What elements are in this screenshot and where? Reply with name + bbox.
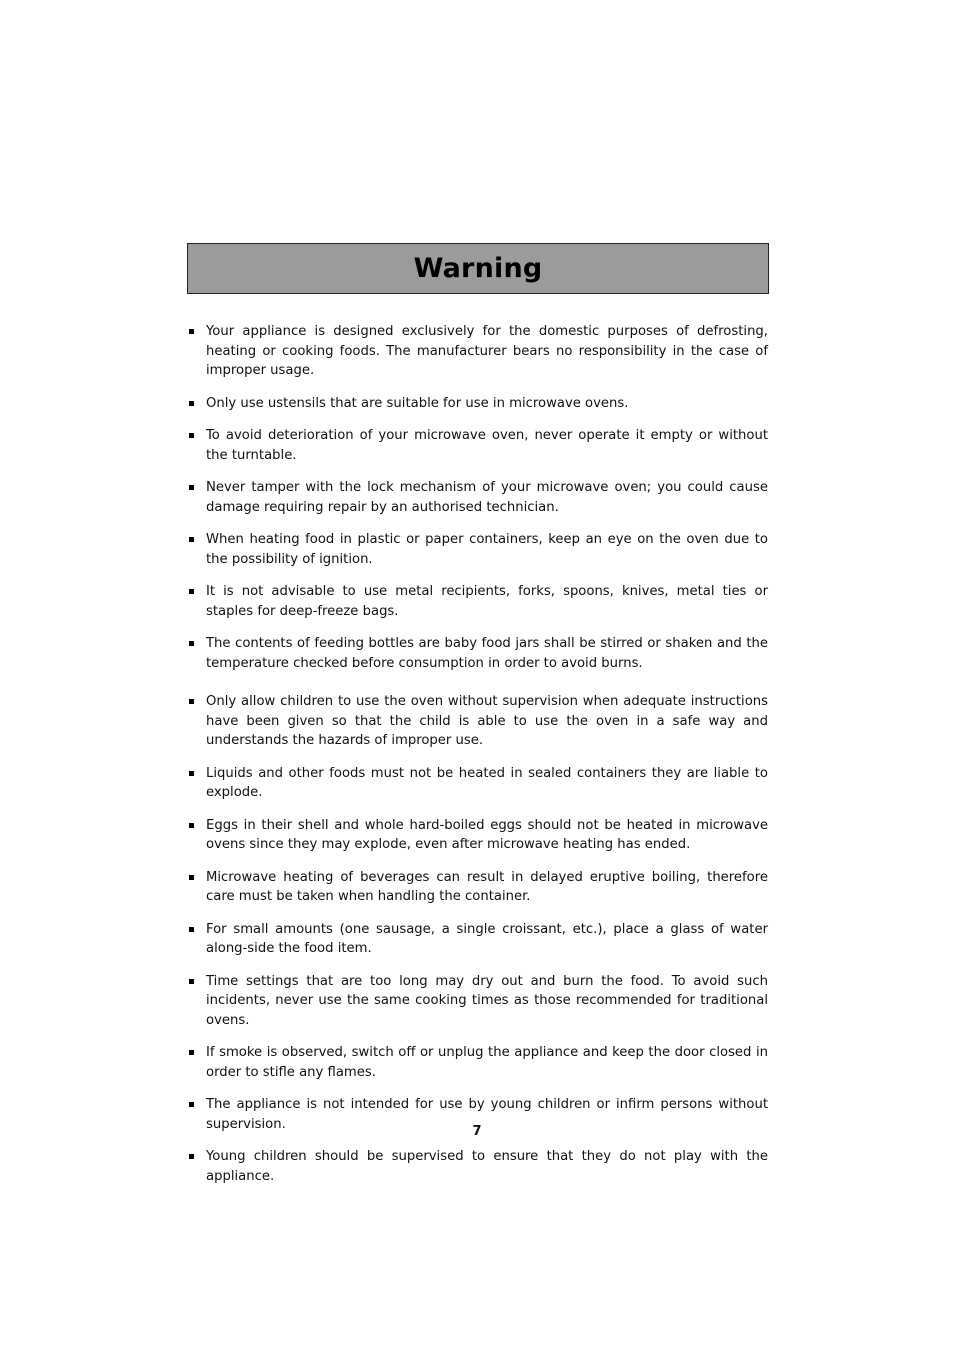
list-item-text: If smoke is observed, switch off or unplug the appliance and keep the door closed in order to stifle any flames. bbox=[206, 1045, 768, 1080]
square-bullet-icon bbox=[189, 1050, 194, 1055]
square-bullet-icon bbox=[189, 771, 194, 776]
square-bullet-icon bbox=[189, 1154, 194, 1159]
page-title: Warning bbox=[413, 253, 543, 284]
square-bullet-icon bbox=[189, 641, 194, 646]
list-item-text: Time settings that are too long may dry out and burn the food. To avoid such incidents, never use the same cooking times as those recommended for traditional ovens. bbox=[206, 973, 768, 1028]
list-item bbox=[188, 1147, 768, 1186]
square-bullet-icon bbox=[189, 485, 194, 490]
list-item-text: The contents of feeding bottles are baby food jars shall be stirred or shaken and the temperature checked before consumption in order to avoid burns. bbox=[206, 636, 768, 671]
list-item-text: The appliance is not intended for use by young children or infirm persons without supervision. bbox=[206, 1097, 768, 1132]
square-bullet-icon bbox=[189, 1102, 194, 1107]
list-item-text: To avoid deterioration of your microwave oven, never operate it empty or without the turntable. bbox=[206, 428, 768, 463]
square-bullet-icon bbox=[189, 537, 194, 542]
list-item bbox=[188, 1043, 768, 1082]
list-item bbox=[188, 920, 768, 959]
list-item bbox=[188, 692, 768, 751]
warning-title-box bbox=[187, 243, 769, 294]
list-item-text: For small amounts (one sausage, a single croissant, etc.), place a glass of water along-side the food item. bbox=[206, 921, 768, 956]
list-item-text: Your appliance is designed exclusively for the domestic purposes of defrosting, heating or cooking foods. The manufacturer bears no responsibility in the case of improper usage. bbox=[206, 324, 768, 378]
square-bullet-icon bbox=[189, 433, 194, 438]
list-item bbox=[188, 972, 768, 1031]
list-item bbox=[188, 868, 768, 907]
list-item bbox=[188, 426, 768, 465]
list-item bbox=[188, 764, 768, 803]
square-bullet-icon bbox=[189, 875, 194, 880]
list-item bbox=[188, 816, 768, 855]
square-bullet-icon bbox=[189, 823, 194, 828]
list-item-text: Liquids and other foods must not be heated in sealed containers they are liable to explode. bbox=[206, 765, 768, 800]
list-item-text: Microwave heating of beverages can result in delayed eruptive boiling, therefore care must be taken when handling the container. bbox=[206, 869, 768, 904]
list-item bbox=[188, 322, 768, 381]
list-item bbox=[188, 394, 768, 414]
list-item-text: Eggs in their shell and whole hard-boiled eggs should not be heated in microwave ovens since they may explode, even after microwave heating has ended. bbox=[206, 817, 768, 852]
square-bullet-icon bbox=[189, 927, 194, 932]
list-item bbox=[188, 634, 768, 673]
page-number: 7 bbox=[472, 1124, 482, 1139]
list-item-text: Young children should be supervised to ensure that they do not play with the appliance. bbox=[206, 1149, 768, 1184]
list-item bbox=[188, 478, 768, 517]
list-item bbox=[188, 582, 768, 621]
list-item-text: Only allow children to use the oven without supervision when adequate instructions have been given so that the child is able to use the oven in a safe way and understands the hazards of improper use. bbox=[206, 694, 768, 748]
list-item-text: Only use ustensils that are suitable for use in microwave ovens. bbox=[206, 395, 629, 411]
list-item bbox=[188, 530, 768, 569]
square-bullet-icon bbox=[189, 589, 194, 594]
list-item-text: It is not advisable to use metal recipients, forks, spoons, knives, metal ties or staples for deep-freeze bags. bbox=[206, 584, 768, 619]
square-bullet-icon bbox=[189, 979, 194, 984]
warning-list bbox=[188, 322, 768, 1199]
list-item-text: When heating food in plastic or paper containers, keep an eye on the oven due to the possibility of ignition. bbox=[206, 532, 768, 567]
square-bullet-icon bbox=[189, 329, 194, 334]
square-bullet-icon bbox=[189, 401, 194, 406]
square-bullet-icon bbox=[189, 699, 194, 704]
list-item-text: Never tamper with the lock mechanism of your microwave oven; you could cause damage requiring repair by an authorised technician. bbox=[206, 480, 768, 515]
